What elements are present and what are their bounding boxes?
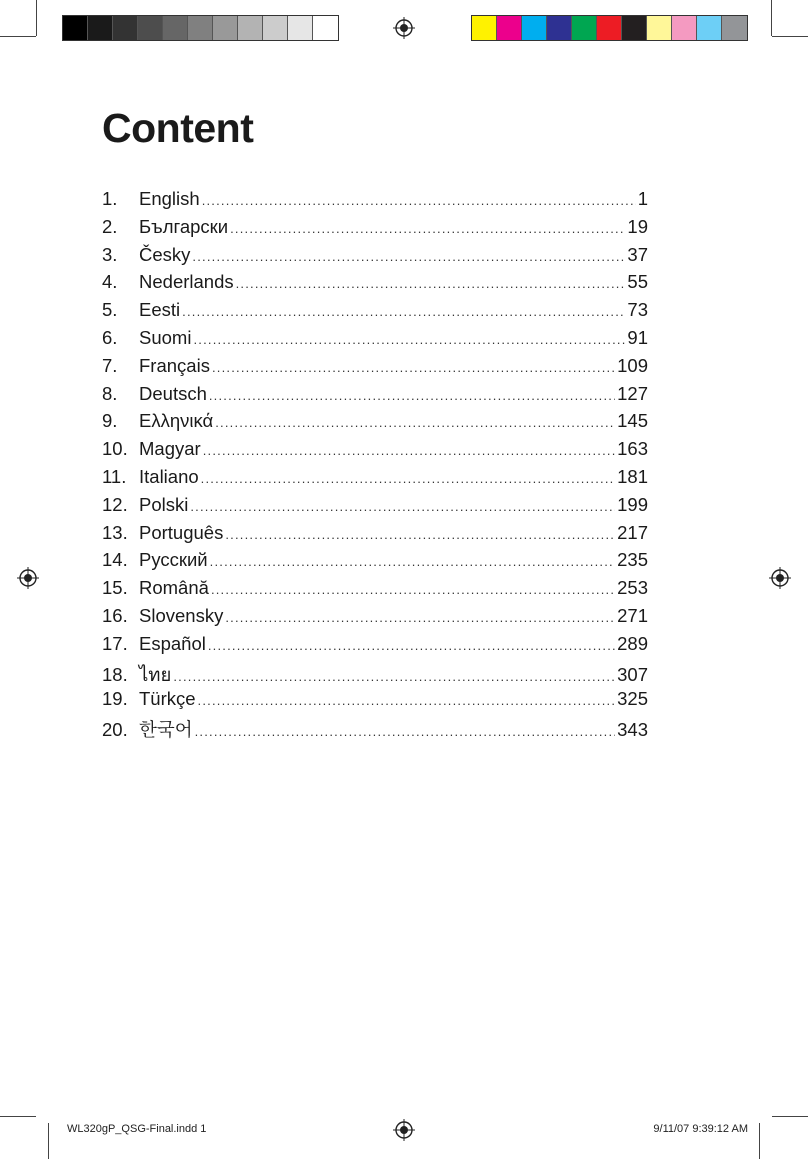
toc-entry[interactable] xyxy=(102,661,648,689)
toc-entry-number: 12. xyxy=(102,493,128,515)
toc-entry-number: 3. xyxy=(102,243,118,265)
toc-dot-leader xyxy=(209,388,615,403)
toc-dot-leader xyxy=(173,669,615,684)
toc-entry-number: 10. xyxy=(102,438,128,460)
toc-entry-label: Ελληνικά xyxy=(139,410,214,432)
process-color-bar xyxy=(471,15,748,41)
registration-mark-icon xyxy=(17,567,39,589)
toc-entry-label: Suomi xyxy=(139,326,192,348)
toc-dot-leader xyxy=(225,610,615,625)
toc-entry-number: 1. xyxy=(102,188,118,209)
toc-dot-leader xyxy=(211,582,615,597)
color-swatch xyxy=(647,16,672,40)
color-swatch xyxy=(547,16,572,40)
toc-entry[interactable] xyxy=(102,577,648,605)
toc-entry-number: 6. xyxy=(102,326,118,348)
toc-entry[interactable] xyxy=(102,244,648,272)
color-swatch xyxy=(213,16,238,40)
toc-entry[interactable] xyxy=(102,271,648,299)
toc-dot-leader xyxy=(212,360,615,375)
color-swatch xyxy=(88,16,113,40)
crop-mark xyxy=(759,1123,760,1159)
toc-dot-leader xyxy=(208,638,615,653)
toc-entry-page: 73 xyxy=(627,299,648,321)
color-swatch xyxy=(522,16,547,40)
toc-entry[interactable] xyxy=(102,383,648,411)
toc-entry[interactable] xyxy=(102,216,648,244)
toc-dot-leader xyxy=(192,249,625,264)
toc-entry[interactable] xyxy=(102,633,648,661)
toc-entry-number: 9. xyxy=(102,410,118,432)
toc-entry-page: 325 xyxy=(617,688,648,710)
color-swatch xyxy=(238,16,263,40)
toc-entry-page: 199 xyxy=(617,493,648,515)
crop-mark xyxy=(0,1116,36,1117)
toc-entry-page: 235 xyxy=(617,549,648,571)
toc-entry-label: ไทย xyxy=(139,663,172,685)
color-swatch xyxy=(672,16,697,40)
toc-entry-label: Nederlands xyxy=(139,271,234,293)
slug-timestamp: 9/11/07 9:39:12 AM xyxy=(653,1123,748,1135)
toc-entry-number: 15. xyxy=(102,577,128,599)
color-swatch xyxy=(597,16,622,40)
crop-mark xyxy=(771,0,772,36)
toc-entry[interactable] xyxy=(102,188,648,216)
toc-entry[interactable] xyxy=(102,327,648,355)
toc-entry-number: 18. xyxy=(102,663,128,685)
toc-dot-leader xyxy=(215,415,615,430)
color-swatch xyxy=(63,16,88,40)
toc-entry-label: Slovensky xyxy=(139,604,224,626)
toc-dot-leader xyxy=(236,276,626,291)
toc-entry-page: 217 xyxy=(617,521,648,543)
toc-entry-label: 한국어 xyxy=(139,719,193,741)
toc-entry-number: 13. xyxy=(102,521,128,543)
toc-entry-label: Türkçe xyxy=(139,688,196,710)
toc-entry-number: 7. xyxy=(102,354,118,376)
toc-entry-number: 17. xyxy=(102,632,128,654)
table-of-contents xyxy=(102,188,648,744)
toc-entry-page: 127 xyxy=(617,382,648,404)
toc-entry-number: 2. xyxy=(102,215,118,237)
toc-entry-label: Italiano xyxy=(139,465,199,487)
toc-dot-leader xyxy=(201,471,615,486)
toc-entry-label: Eesti xyxy=(139,299,181,321)
toc-dot-leader xyxy=(193,332,625,347)
toc-entry-label: Polski xyxy=(139,493,189,515)
toc-dot-leader xyxy=(203,443,615,458)
toc-entry-page: 91 xyxy=(627,326,648,348)
toc-entry-page: 289 xyxy=(617,632,648,654)
toc-dot-leader xyxy=(210,554,615,569)
page-title: Content xyxy=(102,105,254,151)
toc-entry-page: 307 xyxy=(617,663,648,685)
toc-entry-label: Français xyxy=(139,354,210,376)
gray-color-bar xyxy=(62,15,339,41)
toc-dot-leader xyxy=(195,724,616,739)
toc-entry-label: Magyar xyxy=(139,438,201,460)
crop-mark xyxy=(0,36,36,37)
color-swatch xyxy=(138,16,163,40)
color-swatch xyxy=(113,16,138,40)
crop-mark xyxy=(772,1116,808,1117)
toc-dot-leader xyxy=(182,304,625,319)
toc-entry[interactable] xyxy=(102,355,648,383)
toc-entry-page: 163 xyxy=(617,438,648,460)
registration-mark-icon xyxy=(393,1119,415,1141)
color-swatch xyxy=(288,16,313,40)
toc-entry[interactable] xyxy=(102,716,648,744)
toc-entry[interactable] xyxy=(102,494,648,522)
toc-entry-label: Česky xyxy=(139,243,191,265)
registration-mark-icon xyxy=(769,567,791,589)
toc-entry-number: 8. xyxy=(102,382,118,404)
toc-entry[interactable] xyxy=(102,299,648,327)
toc-entry-page: 181 xyxy=(617,465,648,487)
toc-dot-leader xyxy=(190,499,615,514)
toc-dot-leader xyxy=(198,693,616,708)
color-swatch xyxy=(572,16,597,40)
toc-entry-label: Deutsch xyxy=(139,382,207,404)
registration-mark-icon xyxy=(393,17,415,39)
toc-entry-number: 5. xyxy=(102,299,118,321)
crop-mark xyxy=(36,0,37,36)
color-swatch xyxy=(697,16,722,40)
toc-entry-number: 4. xyxy=(102,271,118,293)
toc-entry-page: 343 xyxy=(617,719,648,741)
crop-mark xyxy=(772,36,808,37)
toc-dot-leader xyxy=(202,193,636,208)
color-swatch xyxy=(263,16,288,40)
toc-entry[interactable] xyxy=(102,688,648,716)
toc-entry-page: 19 xyxy=(627,215,648,237)
toc-entry-number: 19. xyxy=(102,688,128,710)
color-swatch xyxy=(163,16,188,40)
color-swatch xyxy=(472,16,497,40)
toc-entry-page: 253 xyxy=(617,577,648,599)
toc-entry-number: 11. xyxy=(102,465,127,487)
color-swatch xyxy=(722,16,747,40)
toc-entry-label: Български xyxy=(139,215,229,237)
toc-entry-page: 37 xyxy=(627,243,648,265)
toc-dot-leader xyxy=(225,527,615,542)
toc-entry-label: Español xyxy=(139,632,206,654)
crop-mark xyxy=(48,1123,49,1159)
toc-entry[interactable] xyxy=(102,438,648,466)
toc-entry[interactable] xyxy=(102,522,648,550)
toc-entry-number: 14. xyxy=(102,549,128,571)
toc-entry[interactable] xyxy=(102,605,648,633)
slug-filename: WL320gP_QSG-Final.indd 1 xyxy=(67,1123,207,1135)
toc-dot-leader xyxy=(230,221,625,236)
toc-entry[interactable] xyxy=(102,466,648,494)
toc-entry-page: 55 xyxy=(627,271,648,293)
toc-entry-page: 1 xyxy=(637,188,648,209)
toc-entry-label: Русский xyxy=(139,549,208,571)
toc-entry[interactable] xyxy=(102,410,648,438)
toc-entry-label: Română xyxy=(139,577,209,599)
toc-entry-label: Português xyxy=(139,521,224,543)
toc-entry-page: 109 xyxy=(617,354,648,376)
toc-entry-page: 271 xyxy=(617,604,648,626)
color-swatch xyxy=(188,16,213,40)
color-swatch xyxy=(622,16,647,40)
toc-entry[interactable] xyxy=(102,549,648,577)
toc-entry-number: 20. xyxy=(102,719,128,741)
toc-entry-number: 16. xyxy=(102,604,128,626)
color-swatch xyxy=(497,16,522,40)
color-swatch xyxy=(313,16,338,40)
toc-entry-page: 145 xyxy=(617,410,648,432)
toc-entry-label: English xyxy=(139,188,200,209)
